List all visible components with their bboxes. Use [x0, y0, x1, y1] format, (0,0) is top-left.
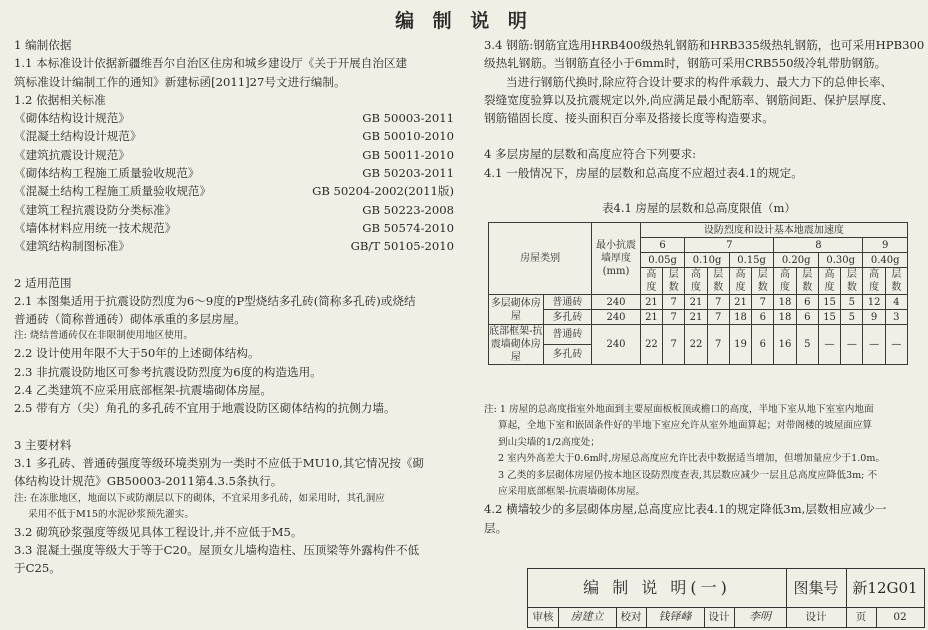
standard-name: 《建筑结构制图标准》 — [14, 239, 130, 254]
value-cell: 16 — [774, 325, 796, 365]
design-label: 设计 — [704, 607, 735, 627]
value-cell: 7 — [663, 295, 685, 310]
clause-3-3-line-2: 于C25。 — [14, 561, 61, 576]
section-1-heading: 1 编制依据 — [14, 38, 72, 52]
left-column — [14, 36, 454, 577]
group-label: 多层砌体房屋 — [489, 295, 544, 325]
review-signature: 房建立 — [558, 607, 617, 627]
clause-1-1-line-2: 筑标准设计编制工作的通知》新建标函[2011]27号文进行编制。 — [14, 74, 346, 89]
rebar-para-line-2: 裂缝宽度验算以及抗震规定以外,尚应满足最小配筋率、钢筋间距、保护层厚度、 — [484, 92, 894, 107]
clause-2-1-line-1: 2.1 本图集适用于抗震设防烈度为6～9度的P型烧结多孔砖(简称多孔砖)或烧结 — [14, 293, 416, 308]
clause-1-2-heading: 1.2 依据相关标准 — [14, 92, 106, 107]
standard-name: 《墙体材料应用统一技术规范》 — [14, 220, 177, 235]
table-note-line: 注: 1 房屋的总高度指室外地面到主要屋面板板顶或檐口的高度，半地下室从地下室室内地面 — [484, 404, 874, 415]
section-3-heading: 3 主要材料 — [14, 437, 72, 452]
sub-header-stories: 层 数 — [885, 268, 907, 295]
sub-type-cell: 多孔砖 — [543, 310, 592, 325]
clause-3-1-line-1: 3.1 多孔砖、普通砖强度等级环境类别为一类时不应低于MU10,其它情况按《砌 — [14, 455, 425, 470]
standard-item — [14, 201, 454, 219]
value-cell: 3 — [885, 310, 907, 325]
clause-1-1-line-1: 1.1 本标准设计依据新疆维吾尔自治区住房和城乡建设厅《关于开展自治区建 — [14, 56, 408, 71]
table-notes — [484, 402, 914, 537]
standard-code: GB 50203-2011 — [362, 166, 454, 181]
table-row — [489, 295, 908, 310]
table-note-line: 算起，全地下室和嵌固条件好的半地下室应允许从室外地面算起；对带阁楼的坡屋面应算 — [498, 420, 873, 432]
check-label: 校对 — [616, 607, 647, 627]
standard-item — [14, 237, 454, 255]
design-signature: 李明 — [734, 607, 787, 627]
page-number: 02 — [893, 611, 907, 623]
rebar-para-line-3: 钢筋锚固长度、接头面积百分率及搭接长度等构造要求。 — [484, 111, 774, 126]
sub-header-stories: 层 数 — [707, 268, 729, 295]
thickness-cell: 240 — [592, 325, 641, 365]
clause-3-note-line-1: 注: 在冻胀地区，地面以下或防潮层以下的砌体，不宜采用多孔砖，如采用时，其孔洞应 — [14, 492, 385, 504]
check-signature: 钱铎峰 — [646, 607, 705, 627]
clause-3-4-line-2: 级热轧钢筋。当钢筋直径小于6mm时，钢筋可采用CRB550级冷轧带肋钢筋。 — [484, 56, 887, 71]
standard-code: GB/T 50105-2010 — [350, 239, 454, 254]
value-cell: — — [885, 325, 907, 365]
clause-2-note: 注: 烧结普通砖仅在非限制使用地区使用。 — [14, 330, 193, 342]
signature-row — [528, 607, 924, 627]
design-label-2: 设计 — [786, 607, 847, 627]
header-intensity: 8 — [774, 238, 863, 253]
table-note-line: 3 乙类的多层砌体房屋仍按本地区设防烈度查表,其层数应减少一层且总高度应降低3m; 不 — [498, 469, 878, 481]
value-cell: 15 — [818, 295, 840, 310]
value-cell: 9 — [863, 310, 885, 325]
value-cell: 22 — [640, 325, 662, 365]
value-cell: 7 — [707, 310, 729, 325]
clause-3-4-line-1: 3.4 钢筋:钢筋宜选用HRB400级热轧钢筋和HRB335级热轧钢筋，也可采用HPB300 — [484, 38, 925, 52]
value-cell: 21 — [640, 295, 662, 310]
sub-header-height: 高 度 — [685, 268, 707, 295]
clause-3-3-line-1: 3.3 混凝土强度等级大于等于C20。屋顶女儿墙构造柱、压顶梁等外露构件不低 — [14, 542, 420, 557]
clause-2-3: 2.3 非抗震设防地区可参考抗震设防烈度为6度的构造选用。 — [14, 364, 322, 379]
standard-item — [14, 182, 454, 200]
sub-header-height: 高 度 — [774, 268, 796, 295]
standard-code: GB 50011-2010 — [362, 147, 454, 162]
value-cell: 18 — [774, 295, 796, 310]
value-cell: 5 — [796, 325, 818, 365]
section-2-heading: 2 适用范围 — [14, 275, 72, 290]
value-cell: 7 — [752, 295, 774, 310]
value-cell: 19 — [729, 325, 751, 365]
clause-4-2-line-2: 层。 — [484, 520, 508, 535]
title-block-title: 编 制 说 明(一) — [528, 569, 787, 608]
value-cell: 6 — [752, 325, 774, 365]
header-accel: 0.30g — [818, 253, 863, 268]
standard-item — [14, 146, 454, 164]
standard-item — [14, 164, 454, 182]
thickness-cell: 240 — [592, 310, 641, 325]
value-cell: 15 — [818, 310, 840, 325]
standard-item — [14, 109, 454, 127]
sub-type-cell: 普通砖 — [543, 295, 592, 310]
standard-name: 《砌体结构设计规范》 — [14, 111, 130, 126]
sub-header-height: 高 度 — [640, 268, 662, 295]
standard-name: 《混凝土结构设计规范》 — [14, 129, 142, 144]
header-intensity: 9 — [863, 238, 908, 253]
right-column — [484, 36, 925, 182]
standard-code: GB 50204-2002(2011版) — [312, 184, 454, 199]
standard-code: GB 50574-2010 — [362, 220, 454, 235]
clause-2-4: 2.4 乙类建筑不应采用底部框架-抗震墙砌体房屋。 — [14, 383, 272, 398]
clause-4-1: 4.1 一般情况下，房屋的层数和总高度不应超过表4.1的规定。 — [484, 165, 803, 180]
header-intensity-group: 设防烈度和设计基本地震加速度 — [640, 223, 907, 238]
table-note-line: 2 室内外高差大于0.6m时,房屋总高度应允许比表中数据适当增加，但增加量应少于1.0m。 — [498, 453, 886, 465]
standard-code: GB 50003-2011 — [362, 111, 454, 126]
section-4-heading: 4 多层房屋的层数和高度应符合下列要求: — [484, 147, 697, 162]
value-cell: 18 — [729, 310, 751, 325]
value-cell: 21 — [640, 310, 662, 325]
header-accel: 0.20g — [774, 253, 819, 268]
standard-code: GB 50010-2010 — [362, 129, 454, 144]
value-cell: 7 — [707, 295, 729, 310]
page-title: 编 制 说 明 — [395, 10, 533, 32]
standard-item — [14, 219, 454, 237]
value-cell: 7 — [663, 325, 685, 365]
sub-header-height: 高 度 — [818, 268, 840, 295]
atlas-no-label: 图集号 — [786, 569, 847, 608]
value-cell: 6 — [752, 310, 774, 325]
value-cell: — — [841, 325, 863, 365]
value-cell: — — [818, 325, 840, 365]
page-label: 页 — [846, 607, 877, 627]
sub-header-stories: 层 数 — [752, 268, 774, 295]
value-cell: 4 — [885, 295, 907, 310]
clause-2-2: 2.2 设计使用年限不大于50年的上述砌体结构。 — [14, 346, 260, 361]
table-row — [489, 310, 908, 325]
value-cell: 5 — [841, 295, 863, 310]
standard-name: 《砌体结构工程施工质量验收规范》 — [14, 166, 200, 181]
table-note-line: 到山尖墙的1/2高度处； — [498, 436, 600, 448]
value-cell: 22 — [685, 325, 707, 365]
value-cell: 5 — [841, 310, 863, 325]
header-min-thickness: 最小抗震 墙厚度 (mm) — [592, 223, 641, 295]
standard-item — [14, 127, 454, 145]
sub-type-cell: 普通砖 — [543, 325, 592, 345]
value-cell: 21 — [685, 295, 707, 310]
header-accel: 0.05g — [640, 253, 685, 268]
review-label: 审核 — [528, 607, 559, 627]
value-cell: 7 — [663, 310, 685, 325]
group-label: 底部框架-抗震墙砌体房屋 — [489, 326, 543, 363]
value-cell: 7 — [707, 325, 729, 365]
clause-3-note-line-2: 采用不低于M15的水泥砂浆预先灌实。 — [28, 508, 194, 520]
clause-2-1-line-2: 普通砖（简称普通砖）砌体承重的多层房屋。 — [14, 312, 246, 327]
title-block — [527, 568, 925, 628]
table-caption: 表4.1 房屋的层数和总高度限值（m） — [602, 201, 796, 215]
standard-name: 《混凝土结构工程施工质量验收规范》 — [14, 184, 212, 199]
sub-type-cell: 多孔砖 — [543, 345, 592, 365]
rebar-para-line-1: 当进行钢筋代换时,除应符合设计要求的构件承载力、最大力下的总伸长率、 — [506, 74, 893, 89]
atlas-no: 新12G01 — [846, 569, 924, 608]
standard-name: 《建筑工程抗震设防分类标准》 — [14, 202, 177, 217]
header-intensity: 6 — [640, 238, 685, 253]
value-cell: 18 — [774, 310, 796, 325]
value-cell: — — [863, 325, 885, 365]
value-cell: 6 — [796, 310, 818, 325]
standard-name: 《建筑抗震设计规范》 — [14, 147, 130, 162]
clause-3-2: 3.2 砌筑砂浆强度等级见具体工程设计,并不应低于M5。 — [14, 524, 303, 539]
header-accel: 0.10g — [685, 253, 730, 268]
sub-header-height: 高 度 — [863, 268, 885, 295]
sub-header-stories: 层 数 — [841, 268, 863, 295]
standard-code: GB 50223-2008 — [362, 202, 454, 217]
thickness-cell: 240 — [592, 295, 641, 310]
clause-4-2-line-1: 4.2 横墙较少的多层砌体房屋,总高度应比表4.1的规定降低3m,层数相应减少一 — [484, 502, 887, 517]
header-intensity: 7 — [685, 238, 774, 253]
header-building-type: 房屋类别 — [489, 223, 592, 295]
table-row — [489, 325, 908, 345]
sub-header-stories: 层 数 — [663, 268, 685, 295]
value-cell: 6 — [796, 295, 818, 310]
height-limit-table — [488, 222, 908, 365]
value-cell: 12 — [863, 295, 885, 310]
clause-3-1-line-2: 体结构设计规范》GB50003-2011第4.3.5条执行。 — [14, 474, 283, 489]
clause-2-5: 2.5 带有方（尖）角孔的多孔砖不宜用于地震设防区砌体结构的抗侧力墙。 — [14, 401, 396, 416]
header-accel: 0.15g — [729, 253, 774, 268]
header-accel: 0.40g — [863, 253, 908, 268]
table-note-line: 应采用底部框架-抗震墙砌体房屋。 — [498, 486, 646, 498]
value-cell: 21 — [685, 310, 707, 325]
value-cell: 21 — [729, 295, 751, 310]
sub-header-stories: 层 数 — [796, 268, 818, 295]
sub-header-height: 高 度 — [729, 268, 751, 295]
